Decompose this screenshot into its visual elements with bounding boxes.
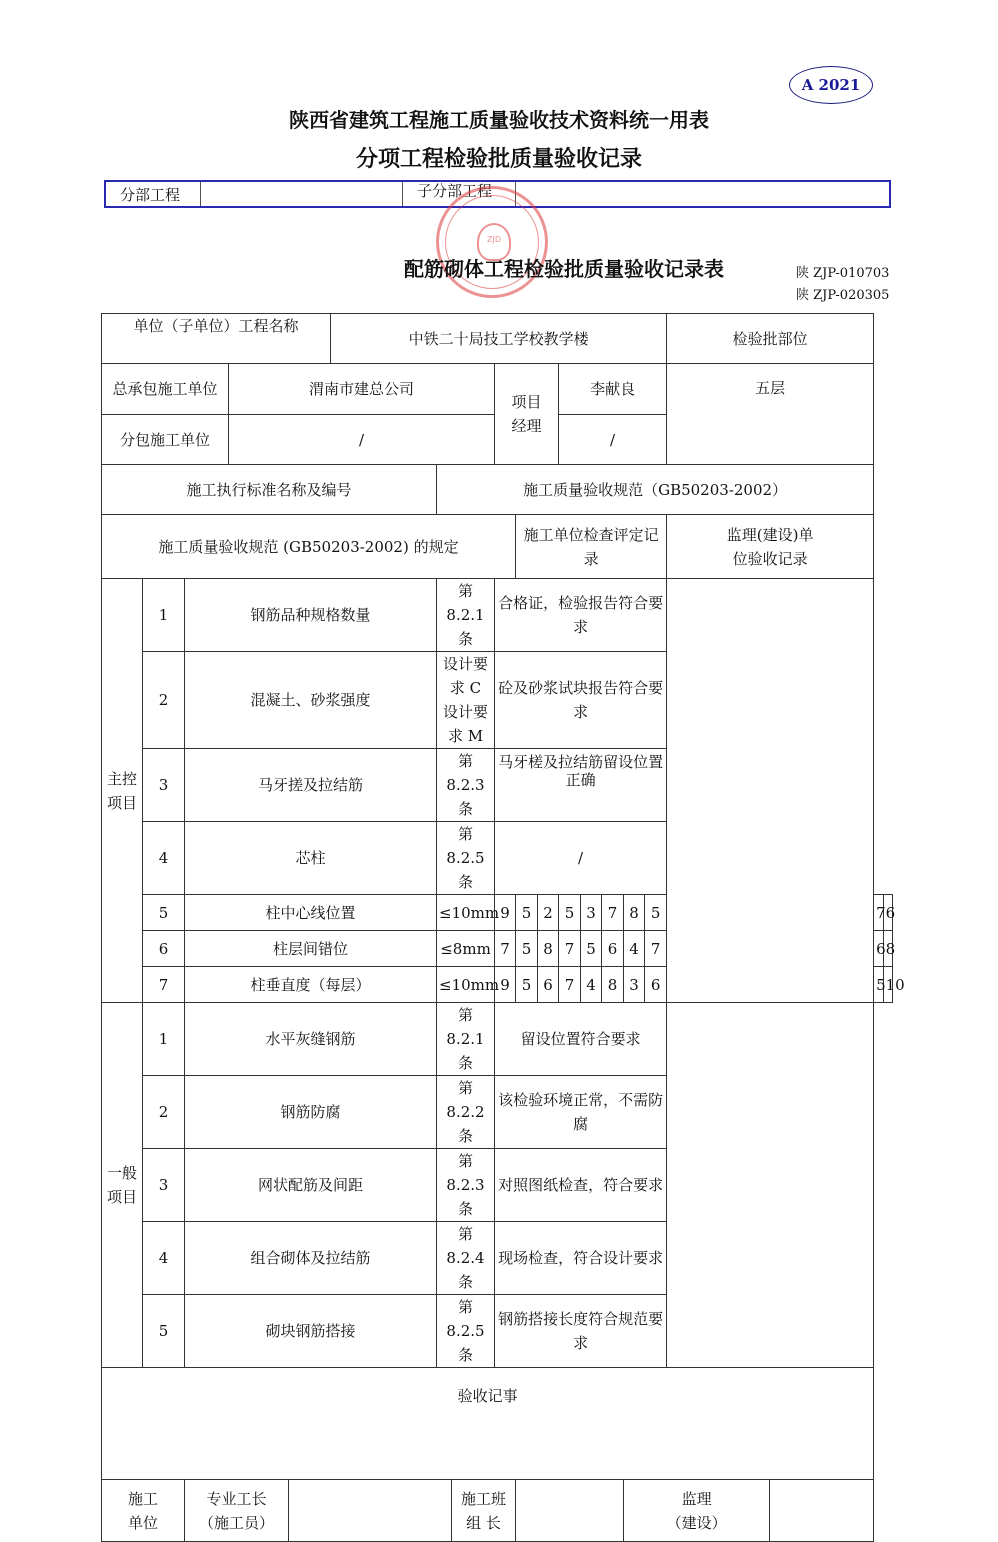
deviation-value: 5: [645, 895, 667, 931]
supervision-record-header: [667, 515, 874, 579]
item-no: 7: [143, 967, 185, 1003]
document-title: 陕西省建筑工程施工质量验收技术资料统一用表: [289, 108, 709, 132]
deviation-value: 4: [581, 967, 602, 1003]
sig-team-leader: [452, 1480, 516, 1542]
deviation-value: 8: [624, 895, 645, 931]
sig-foreman: [185, 1480, 289, 1542]
deviation-value: 6: [645, 967, 667, 1003]
item-name: 组合砌体及拉结筋: [185, 1222, 437, 1295]
sig-foreman-line1: 专业工长: [206, 1489, 267, 1508]
item-clause: 第 8.2.5 条: [437, 1295, 495, 1368]
supervision-header-line1: 监理(建设)单: [726, 525, 814, 544]
deviation-value: 3: [581, 895, 602, 931]
item-clause: 第 8.2.4 条: [437, 1222, 495, 1295]
item-no: 2: [143, 1076, 185, 1149]
item-clause: 第 8.2.1 条: [437, 1003, 495, 1076]
item-clause: 第 8.2.2 条: [437, 1076, 495, 1149]
item-clause: ≤10mm: [437, 967, 495, 1003]
signature-row: [102, 1480, 893, 1542]
general-line2: 项目: [106, 1188, 137, 1206]
general-label: [102, 1003, 143, 1368]
supervision-record-main: [667, 579, 874, 1003]
sig-cu-line2: 单位: [127, 1513, 158, 1532]
item-no: 6: [143, 931, 185, 967]
item-name: 水平灰缝钢筋: [185, 1003, 437, 1076]
item-no: 5: [143, 1295, 185, 1368]
item-record: 马牙槎及拉结筋留设位置正确: [495, 749, 667, 822]
sub-contractor-label: 分包施工单位: [102, 415, 229, 465]
deviation-value: 9: [495, 895, 516, 931]
item-no: 3: [143, 1149, 185, 1222]
construction-record-header: 施工单位检查评定记录: [516, 515, 667, 579]
deviation-value: 8: [602, 967, 624, 1003]
item-record: /: [495, 822, 667, 895]
deviation-value: 5: [516, 895, 538, 931]
project-manager-label: [495, 364, 559, 465]
sig-supervision-blank: [770, 1480, 874, 1542]
sig-foreman-line2: （施工员）: [198, 1513, 274, 1532]
pm-line2: 经理: [511, 417, 542, 435]
main-control-label: [102, 579, 143, 1003]
deviation-value: 5: [516, 967, 538, 1003]
item-no: 4: [143, 1222, 185, 1295]
clause-line1: 设计要求 C: [443, 655, 489, 697]
item-no: 3: [143, 749, 185, 822]
item-no: 1: [143, 1003, 185, 1076]
item-record: 该检验环境正常，不需防腐: [495, 1076, 667, 1149]
item-name: 柱层间错位: [185, 931, 437, 967]
fenbu-label: 分部工程: [106, 182, 201, 206]
deviation-value: 8: [538, 931, 559, 967]
deviation-value: 10: [883, 967, 892, 1003]
sub-contractor-value: /: [229, 415, 495, 465]
deviation-value: 4: [624, 931, 645, 967]
pm-line1: 项目: [511, 393, 542, 411]
item-no: 4: [143, 822, 185, 895]
deviation-value: 7: [874, 895, 883, 931]
fenbu-value: [201, 182, 403, 206]
inspection-part-value: 五层: [667, 364, 874, 465]
item-clause: 第 8.2.5 条: [437, 822, 495, 895]
item-clause: ≤10mm: [437, 895, 495, 931]
spec-column-header: 施工质量验收规范 (GB50203-2002) 的规定: [102, 515, 516, 579]
clause-line2: 设计要求 M: [443, 703, 489, 745]
item-record: 砼及砂浆试块报告符合要求: [495, 652, 667, 749]
item-clause: 第 8.2.3 条: [437, 749, 495, 822]
item-clause: [437, 652, 495, 749]
general-line1: 一般: [106, 1164, 137, 1182]
unit-project-label: 单位（子单位）工程名称: [102, 314, 331, 364]
form-title: 配筋砌体工程检验批质量验收记录表: [404, 257, 724, 281]
item-name: 混凝土、砂浆强度: [185, 652, 437, 749]
general-contractor-label: 总承包施工单位: [102, 364, 229, 415]
main-control-line2: 项目: [106, 793, 137, 812]
deviation-value: 5: [516, 931, 538, 967]
sig-supervision: [624, 1480, 770, 1542]
item-no: 2: [143, 652, 185, 749]
item-no: 5: [143, 895, 185, 931]
item-name: 芯柱: [185, 822, 437, 895]
standard-value: 施工质量验收规范（GB50203-2002）: [437, 465, 874, 515]
acceptance-notes: 验收记事: [102, 1368, 874, 1480]
item-record: 留设位置符合要求: [495, 1003, 667, 1076]
standard-label: 施工执行标准名称及编号: [102, 465, 437, 515]
sig-team-blank: [516, 1480, 624, 1542]
item-name: 网状配筋及间距: [185, 1149, 437, 1222]
item-no: 1: [143, 579, 185, 652]
deviation-value: 5: [874, 967, 883, 1003]
sig-cu-line1: 施工: [127, 1489, 158, 1508]
general-contractor-value: 渭南市建总公司: [229, 364, 495, 415]
sig-foreman-blank: [289, 1480, 452, 1542]
deviation-value: 7: [602, 895, 624, 931]
deviation-value: 6: [874, 931, 883, 967]
item-name: 钢筋防腐: [185, 1076, 437, 1149]
zifenbu-label: 子分部工程: [403, 182, 516, 206]
project-manager-value: 李献良: [559, 364, 667, 415]
item-name: 马牙搓及拉结筋: [185, 749, 437, 822]
sig-team-line1: 施工班: [461, 1489, 507, 1508]
item-name: 砌块钢筋搭接: [185, 1295, 437, 1368]
form-code-1: 陕 ZJP-010703: [796, 266, 890, 281]
item-clause: ≤8mm: [437, 931, 495, 967]
item-record: 钢筋搭接长度符合规范要求: [495, 1295, 667, 1368]
supervision-header-line2: 位验收记录: [732, 549, 808, 568]
sig-team-line2: 组 长: [466, 1513, 501, 1532]
table-row: [102, 1003, 893, 1076]
deviation-value: 5: [559, 895, 581, 931]
supervision-record-general: [667, 1003, 874, 1368]
sub-pm-value: /: [559, 415, 667, 465]
sig-sup-line1: 监理: [681, 1489, 712, 1508]
seal-center: ZJD: [477, 223, 511, 261]
form-code-2: 陕 ZJP-020305: [796, 288, 890, 303]
item-clause: 第 8.2.3 条: [437, 1149, 495, 1222]
deviation-value: 9: [495, 967, 516, 1003]
deviation-value: 8: [883, 931, 892, 967]
sig-sup-line2: （建设）: [666, 1513, 727, 1532]
item-name: 钢筋品种规格数量: [185, 579, 437, 652]
deviation-value: 2: [538, 895, 559, 931]
item-record: 对照图纸检查，符合要求: [495, 1149, 667, 1222]
item-name: 柱垂直度（每层）: [185, 967, 437, 1003]
zifenbu-value: [516, 182, 889, 206]
deviation-value: 3: [624, 967, 645, 1003]
table-row: [102, 579, 893, 652]
form-number-badge: A 2021: [789, 66, 873, 104]
item-clause: 第 8.2.1 条: [437, 579, 495, 652]
deviation-value: 7: [495, 931, 516, 967]
deviation-value: 7: [559, 931, 581, 967]
deviation-value: 6: [602, 931, 624, 967]
item-record: 合格证，检验报告符合要求: [495, 579, 667, 652]
inspection-record-table: [101, 313, 905, 1542]
deviation-value: 5: [581, 931, 602, 967]
unit-project-value: 中铁二十局技工学校教学楼: [331, 314, 667, 364]
sig-construction-unit: [102, 1480, 185, 1542]
item-name: 柱中心线位置: [185, 895, 437, 931]
deviation-value: 7: [559, 967, 581, 1003]
inspection-part-label: 检验批部位: [667, 314, 874, 364]
deviation-value: 6: [883, 895, 892, 931]
main-control-line1: 主控: [106, 769, 137, 788]
document-subtitle: 分项工程检验批质量验收记录: [355, 147, 642, 172]
deviation-value: 7: [645, 931, 667, 967]
item-record: 现场检查，符合设计要求: [495, 1222, 667, 1295]
deviation-value: 6: [538, 967, 559, 1003]
